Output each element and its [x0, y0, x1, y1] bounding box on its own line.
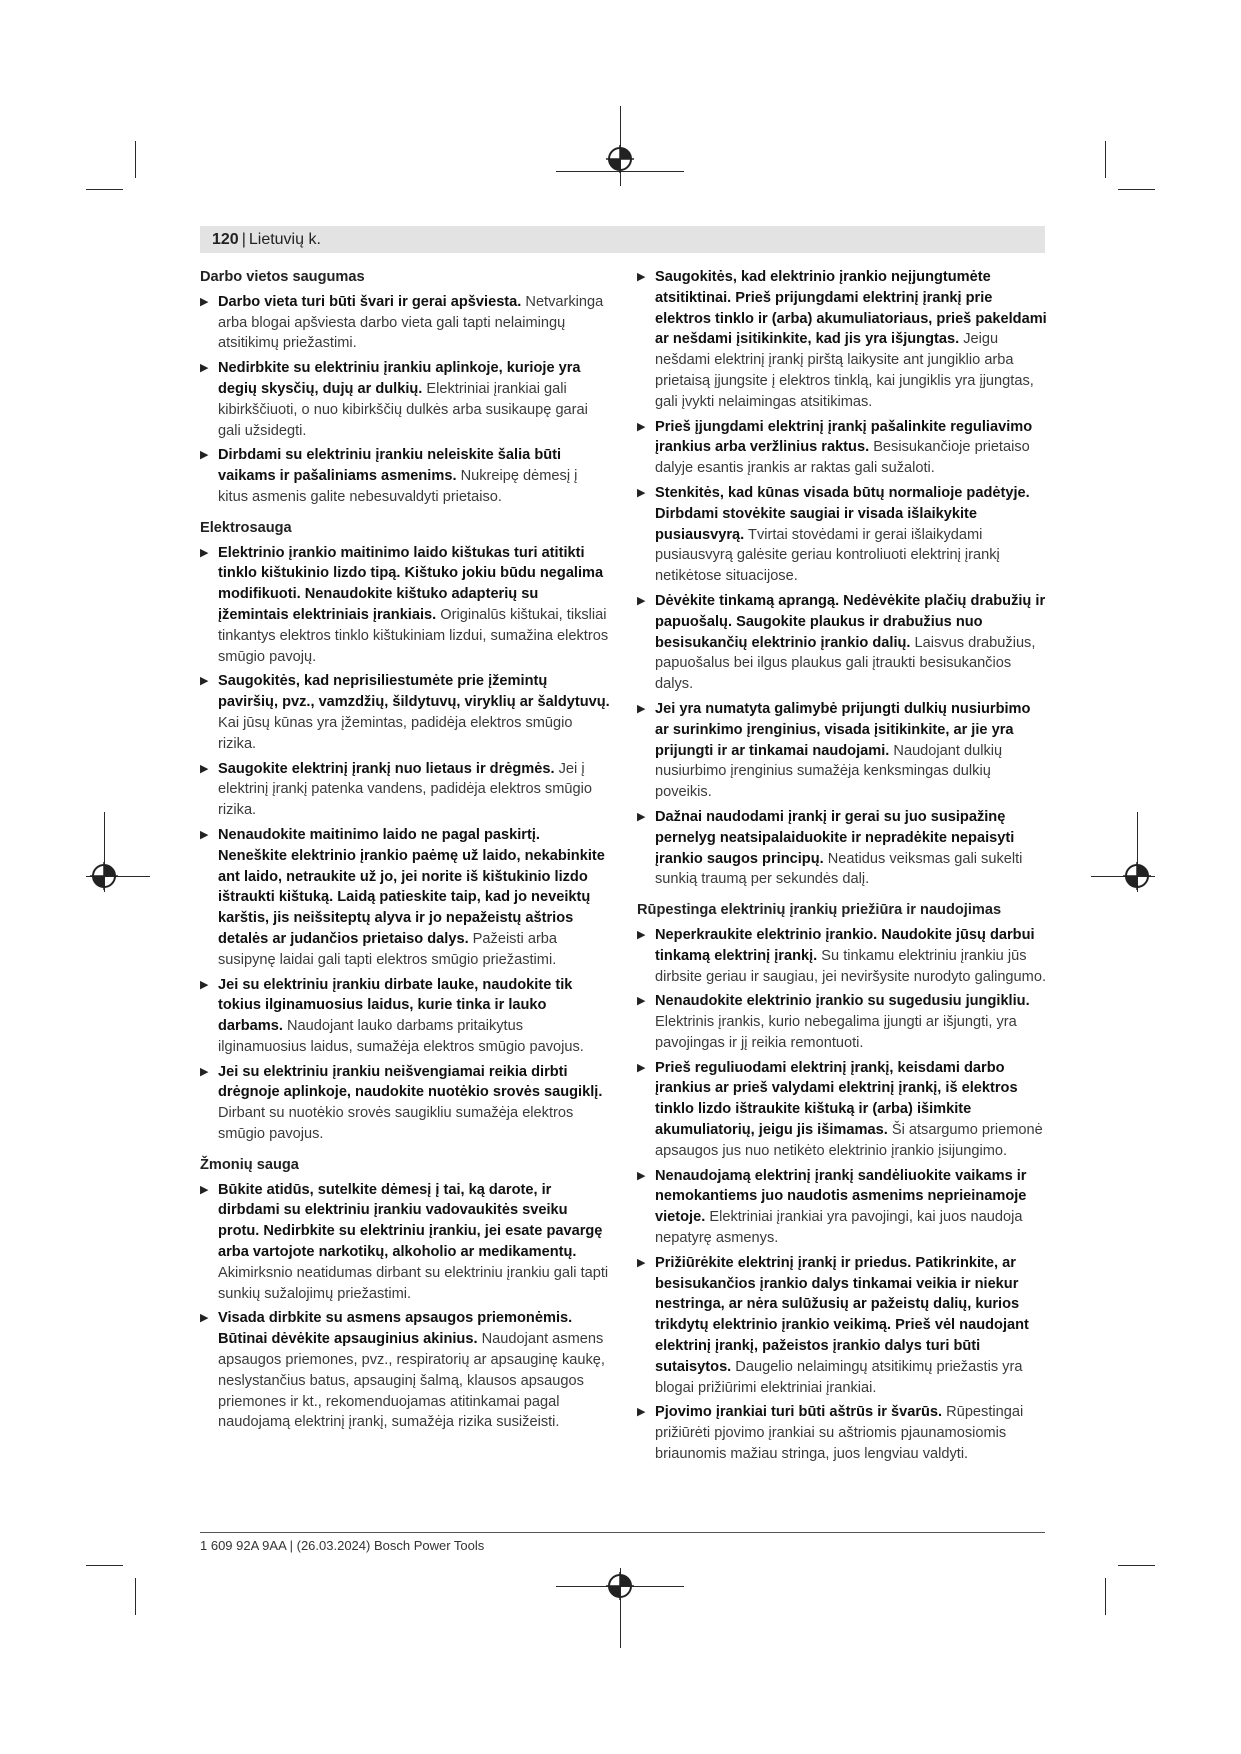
list-item: [200, 1308, 610, 1433]
list-item: [637, 483, 1047, 587]
bullet-arrow-icon: ▶: [200, 1312, 209, 1325]
instruction-explanation: Daugelio nelaimingų atsitikimų priežastis yra blogai prižiūrimi elektriniai įrankiai.: [655, 1358, 1023, 1396]
page-footer: 1 609 92A 9AA | (26.03.2024) Bosch Power Tools: [200, 1538, 485, 1553]
bullet-arrow-icon: ▶: [637, 486, 646, 499]
list-item: [637, 1058, 1047, 1162]
crop-mark: [86, 1565, 123, 1566]
crop-mark: [135, 1578, 136, 1615]
safety-list: [637, 925, 1047, 1465]
crop-mark: [1118, 1565, 1155, 1566]
instruction-explanation: Pažeisti arba susipynę laidai gali tapti elektros smūgio priežastimi.: [218, 930, 558, 968]
instruction-bold: Dažnai naudodami įrankį ir gerai su juo susipažinę pernelyg neatsipalaiduokite ir nepradėkite nepaisyti įrankio saugos principų.: [655, 808, 1015, 867]
instruction-explanation: Akimirksnio neatidumas dirbant su elektriniu įrankiu gali tapti sunkių sužalojimų priežastimi.: [218, 1264, 609, 1302]
instruction-explanation: Jei į elektrinį įrankį patenka vandens, padidėja elektros smūgio rizika.: [218, 760, 592, 819]
instruction-explanation: Dirbant su nuotėkio srovės saugikliu sumažėja elektros smūgio pavojus.: [218, 1105, 574, 1143]
bullet-arrow-icon: ▶: [637, 1406, 646, 1419]
list-item: [200, 358, 610, 441]
instruction-explanation: Besisukančioje prietaiso dalyje esantis įrankis ar raktas gali sužaloti.: [655, 439, 1030, 477]
instruction-explanation: Naudojant asmens apsaugos priemones, pvz., respiratorių ar apsauginę kaukę, neslystančius batus, apsauginį šalmą, klausos apsaugos priemones ir kt., rekomenduojamas atitinkamai pagal naudojamą elektrinį įrankį, sumažėja rizika susižeisti.: [218, 1331, 605, 1431]
list-item: [637, 925, 1047, 987]
instruction-bold: Elektrinio įrankio maitinimo laido kištukas turi atitikti tinklo kištukinio lizdo tipą. Kištuko jokiu būdu negalima modifikuoti. Nenaudokite kištuko adapterių su įžemintais elektriniais įrankiais.: [218, 544, 604, 623]
registration-target-icon: [1122, 861, 1152, 891]
bullet-arrow-icon: ▶: [637, 1256, 646, 1269]
instruction-bold: Dėvėkite tinkamą aprangą. Nedėvėkite plačių drabužių ir papuošalų. Saugokite plaukus ir drabužius nuo besisukančių elektrinio įrankio dalių.: [655, 592, 1046, 651]
instruction-bold: Jei su elektriniu įrankiu neišvengiamai reikia dirbti drėgnoje aplinkoje, naudokite nuotėkio srovės saugiklį.: [218, 1063, 603, 1101]
instruction-explanation: Su tinkamu elektriniu įrankiu jūs dirbsite geriau ir saugiau, jei neviršysite nurodyto galingumo.: [655, 947, 1046, 985]
instruction-explanation: Elektriniai įrankiai gali kibirkščiuoti, o nuo kibirkščių dulkės arba susikaupę garai gali užsidegti.: [218, 380, 588, 439]
instruction-bold: Prižiūrėkite elektrinį įrankį ir priedus. Patikrinkite, ar besisukančios įrankio dalys tinkamai veikia ir niekur nestringa, ar nėra sulūžusių ar pažeistų dalių, kurios trikdytų elektrinio įrankio veikimą. Prieš vėl naudojant elektrinį įrankį, pažeistos įrankio dalys turi būti sutaisytos.: [655, 1254, 1029, 1375]
header-separator: |: [241, 230, 246, 248]
bullet-arrow-icon: ▶: [637, 928, 646, 941]
crop-mark: [1105, 141, 1106, 178]
instruction-bold: Pjovimo įrankiai turi būti aštrūs ir švarūs.: [655, 1404, 943, 1421]
header-language: Lietuvių k.: [248, 230, 321, 248]
crop-mark: [1105, 1578, 1106, 1615]
left-column: [200, 267, 610, 1437]
list-item: [200, 1062, 610, 1145]
instruction-bold: Nenaudokite maitinimo laido ne pagal paskirtį. Neneškite elektrinio įrankio paėmę už laido, nekabinkite ant laido, netraukite už jo, jei norite iš kištukinio lizdo ištraukti kištuką. Laidą patieskite taip, kad jo neveiktų karštis, jis neišsiteptų alyva ir jo nepažeistų aštrios detalės ar judančios prietaiso dalys.: [218, 826, 605, 947]
list-item: [637, 1253, 1047, 1399]
list-item: [200, 445, 610, 507]
bullet-arrow-icon: ▶: [637, 810, 646, 823]
list-item: [200, 671, 610, 754]
bullet-arrow-icon: ▶: [200, 546, 209, 559]
safety-list: [200, 543, 610, 1145]
bullet-arrow-icon: ▶: [637, 702, 646, 715]
instruction-bold: Nedirbkite su elektriniu įrankiu aplinkoje, kurioje yra degių skysčių, dujų ar dulkių.: [218, 360, 581, 397]
bullet-arrow-icon: ▶: [200, 675, 209, 688]
instruction-explanation: Naudojant lauko darbams pritaikytus ilginamuosius laidus, sumažėja elektros smūgio pavojus.: [218, 1018, 584, 1055]
bullet-arrow-icon: ▶: [200, 1183, 209, 1196]
footer-divider: [200, 1532, 1045, 1533]
section-heading: Elektrosauga: [200, 519, 292, 536]
instruction-explanation: Tvirtai stovėdami ir gerai išlaikydami pusiausvyrą galėsite geriau kontroliuoti elektrinį įrankį netikėtose situacijose.: [655, 526, 1000, 585]
list-item: [200, 825, 610, 971]
instruction-bold: Darbo vieta turi būti švari ir gerai apšviesta.: [218, 293, 522, 310]
instruction-bold: Saugokite elektrinį įrankį nuo lietaus ir drėgmės.: [218, 760, 555, 777]
bullet-arrow-icon: ▶: [200, 978, 209, 991]
instruction-bold: Nenaudokite elektrinio įrankio su sugedusiu jungikliu.: [655, 993, 1030, 1010]
page-header: [200, 226, 1045, 253]
bullet-arrow-icon: ▶: [637, 594, 646, 607]
list-item: [637, 267, 1047, 413]
bullet-arrow-icon: ▶: [637, 420, 646, 433]
crop-mark: [135, 141, 136, 178]
registration-target-icon: [605, 1571, 635, 1601]
instruction-explanation: Rūpestingai prižiūrėti pjovimo įrankiai su aštriomis pjaunamosiomis briaunomis mažiau stringa, juos lengviau valdyti.: [655, 1404, 1024, 1463]
registration-target-icon: [89, 861, 119, 891]
instruction-explanation: Elektrinis įrankis, kurio nebegalima įjungti ar išjungti, yra pavojingas ir jį reikia remontuoti.: [655, 1014, 1017, 1051]
instruction-explanation: Netvarkinga arba blogai apšviesta darbo vieta gali tapti nelaimingų atsitikimų priežastimi.: [218, 293, 604, 352]
list-item: [637, 417, 1047, 479]
instruction-bold: Saugokitės, kad neprisiliestumėte prie įžemintų paviršių, pvz., vamzdžių, šildytuvų, viryklių ar šaldytuvų.: [218, 673, 610, 711]
instruction-bold: Jei yra numatyta galimybė prijungti dulkių nusiurbimo ar surinkimo įrenginius, visada įsitikinkite, ar jie yra prijungti ir ar tinkamai naudojami.: [655, 700, 1031, 759]
instruction-bold: Visada dirbkite su asmens apsaugos priemonėmis. Būtinai dėvėkite apsauginius akinius.: [218, 1310, 573, 1348]
list-item: [637, 699, 1047, 803]
instruction-bold: Dirbdami su elektriniu įrankiu neleiskite šalia būti vaikams ir pašaliniams asmenims.: [218, 447, 562, 485]
bullet-arrow-icon: ▶: [200, 1065, 209, 1078]
instruction-bold: Prieš įjungdami elektrinį įrankį pašalinkite reguliavimo įrankius arba veržlinius raktus.: [655, 418, 1033, 456]
page-number: 120: [212, 230, 239, 248]
list-item: [200, 975, 610, 1058]
bullet-arrow-icon: ▶: [200, 449, 209, 462]
instruction-explanation: Jeigu nešdami elektrinį įrankį pirštą laikysite ant jungiklio arba prietaisą įjungsite į elektros tinklą, kai jungiklis yra įjungtas, gali įvykti nelaimingas atsitikimas.: [655, 331, 1034, 410]
bullet-arrow-icon: ▶: [637, 1169, 646, 1182]
registration-target-icon: [605, 144, 635, 174]
instruction-bold: Saugokitės, kad elektrinio įrankio neįjungtumėte atsitiktinai. Prieš prijungdami elektrinį įrankį prie elektros tinklo ir (arba) akumuliatoriaus, prieš pakeldami ar nešdami įsitikinkite, kad jis yra išjungtas.: [655, 269, 1047, 348]
instruction-explanation: Nukreipę dėmesį į kitus asmenis galite nebesuvaldyti prietaiso.: [218, 468, 578, 505]
instruction-bold: Stenkitės, kad kūnas visada būtų normalioje padėtyje. Dirbdami stovėkite saugiai ir visada išlaikykite pusiausvyrą.: [655, 484, 1030, 543]
section-heading: Darbo vietos saugumas: [200, 269, 365, 285]
list-item: [200, 292, 610, 354]
section-heading: Rūpestinga elektrinių įrankių priežiūra ir naudojimas: [637, 902, 1002, 919]
list-item: [200, 543, 610, 668]
bullet-arrow-icon: ▶: [200, 362, 209, 375]
instruction-explanation: Neatidus veiksmas gali sukelti sunkią traumą per sekundės dalį.: [655, 850, 1023, 888]
instruction-explanation: Elektriniai įrankiai yra pavojingi, kai juos naudoja nepatyrę asmenys.: [655, 1209, 1023, 1247]
instruction-bold: Jei su elektriniu įrankiu dirbate lauke, naudokite tik tokius ilginamuosius laidus, kurie tinka ir lauko darbams.: [218, 976, 573, 1035]
bullet-arrow-icon: ▶: [200, 295, 209, 308]
instruction-bold: Prieš reguliuodami elektrinį įrankį, keisdami darbo įrankius ar prieš valydami elektrinį įrankį, iš elektros tinklo lizdo ištraukite kištuką ir (arba) išimkite akumuliatorių, jeigu jis išimamas.: [655, 1059, 1018, 1139]
safety-list: [637, 267, 1047, 890]
list-item: [200, 759, 610, 821]
instruction-explanation: Ši atsargumo priemonė apsaugos jus nuo netikėto elektrinio įrankio įsijungimo.: [655, 1122, 1043, 1159]
instruction-explanation: Kai jūsų kūnas yra įžemintas, padidėja elektros smūgio rizika.: [218, 714, 573, 752]
crop-mark: [1118, 189, 1155, 190]
list-item: [637, 1166, 1047, 1249]
instruction-explanation: Laisvus drabužius, papuošalus bei ilgus plaukus gali įtraukti besisukančios dalys.: [655, 634, 1036, 693]
instruction-bold: Nenaudojamą elektrinį įrankį sandėliuokite vaikams ir nemokantiems juo naudotis asmenims neprieinamoje vietoje.: [655, 1167, 1027, 1226]
list-item: [200, 1180, 610, 1305]
bullet-arrow-icon: ▶: [637, 995, 646, 1008]
section-heading: Žmonių sauga: [200, 1156, 299, 1173]
crop-mark: [86, 189, 123, 190]
list-item: [637, 991, 1047, 1053]
safety-list: [200, 292, 610, 508]
instruction-bold: Būkite atidūs, sutelkite dėmesį į tai, ką darote, ir dirbdami su elektriniu įrankiu vadovaukitės sveiku protu. Nedirbkite su elektriniu įrankiu, jei esate pavargę arba vartojote narkotikų, alkoholio ar medikamentų.: [218, 1181, 603, 1261]
right-column: [637, 267, 1047, 1469]
bullet-arrow-icon: ▶: [200, 828, 209, 841]
bullet-arrow-icon: ▶: [637, 271, 646, 283]
instruction-explanation: Naudojant dulkių nusiurbimo įrenginius sumažėja kenksmingas dulkių poveikis.: [655, 742, 1003, 801]
list-item: [637, 807, 1047, 890]
instruction-bold: Neperkraukite elektrinio įrankio. Naudokite jūsų darbui tinkamą elektrinį įrankį.: [655, 926, 1035, 964]
list-item: [637, 591, 1047, 695]
instruction-explanation: Originalūs kištukai, tiksliai tinkantys elektros tinklo kištukiniam lizdui, sumažina elektros smūgio pavojų.: [218, 606, 609, 665]
safety-list: [200, 1180, 610, 1434]
bullet-arrow-icon: ▶: [200, 762, 209, 775]
bullet-arrow-icon: ▶: [637, 1061, 646, 1074]
list-item: [637, 1402, 1047, 1464]
